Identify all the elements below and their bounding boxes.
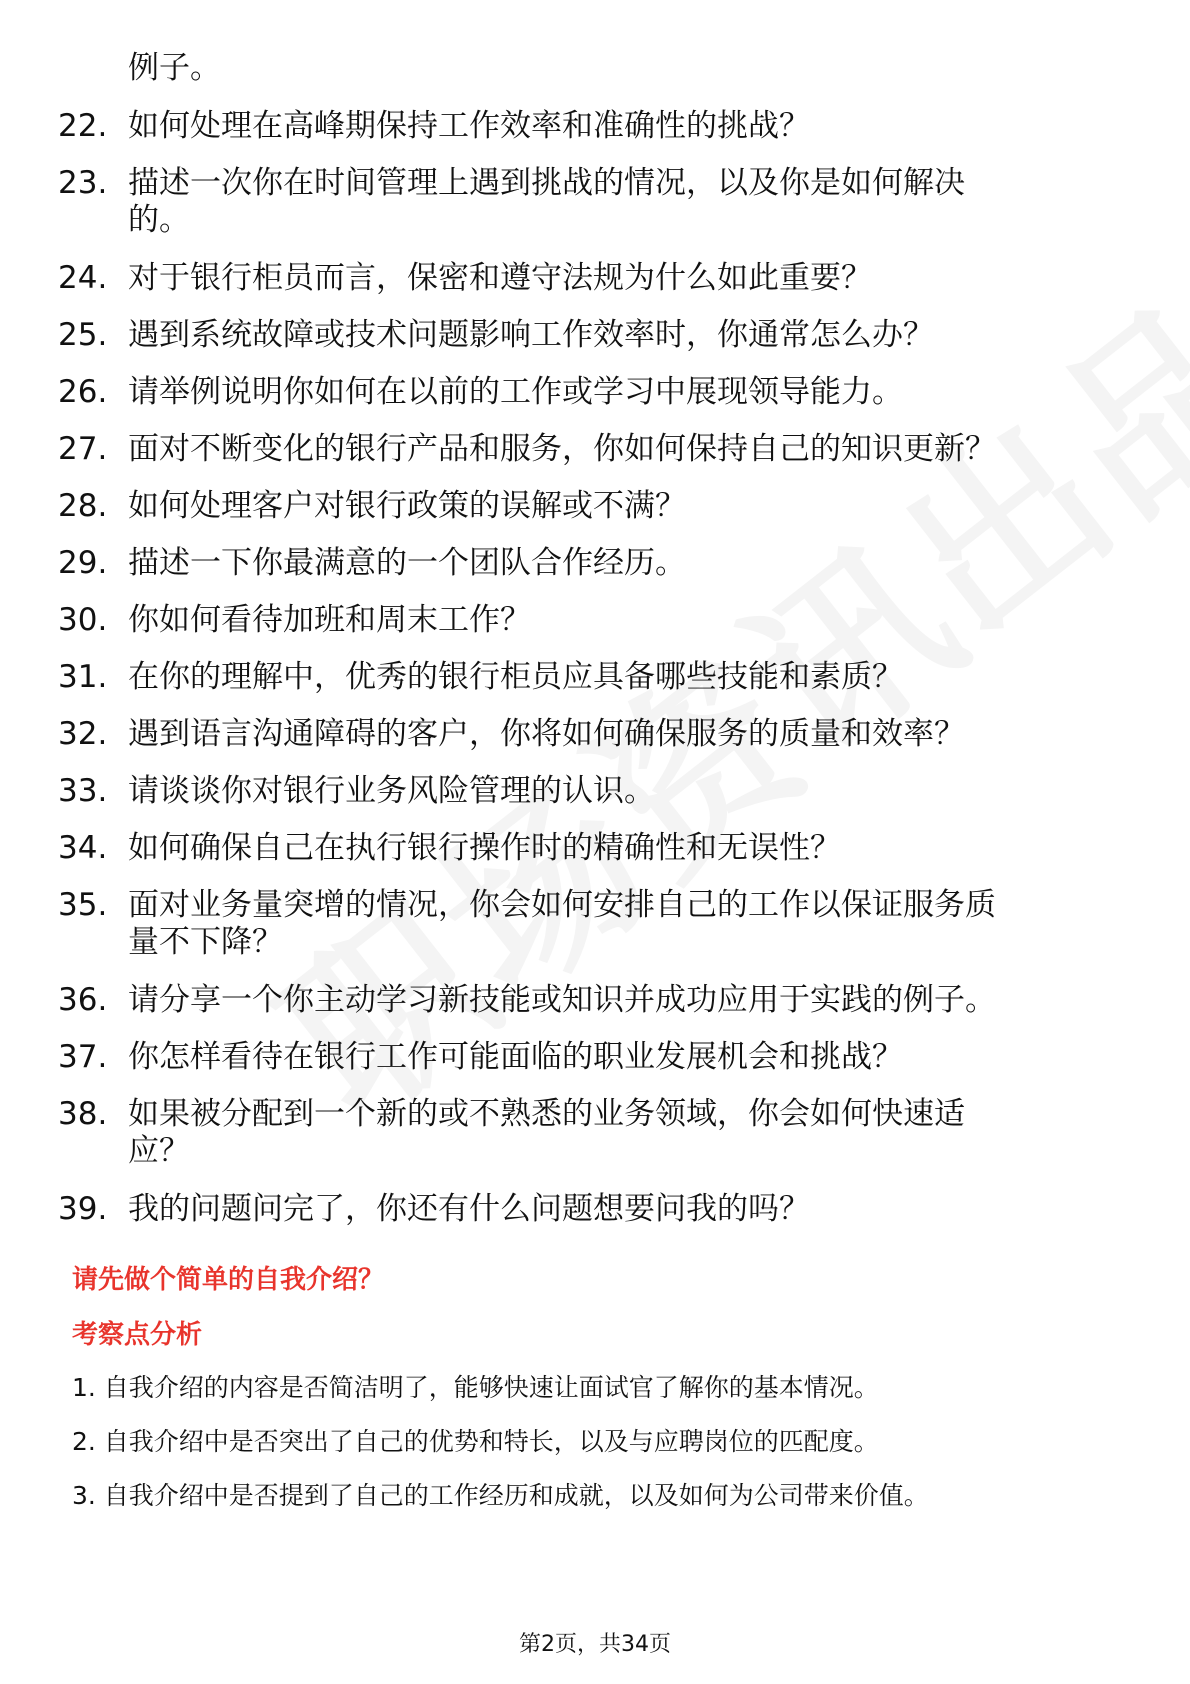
question-text: 如何处理客户对银行政策的误解或不满？ (128, 488, 686, 524)
question-number: 25. (58, 317, 108, 353)
question-number: 38. (58, 1096, 108, 1132)
question-text: 应？ (128, 1133, 190, 1169)
question-number: 36. (58, 982, 108, 1018)
question-number: 34. (58, 830, 108, 866)
page-footer: 第2页，共34页 (519, 1632, 671, 1657)
question-text: 请谈谈你对银行业务风险管理的认识。 (128, 773, 655, 809)
analysis-title: 考察点分析 (72, 1320, 203, 1350)
section-question-title: 请先做个简单的自我介绍？ (72, 1265, 385, 1295)
analysis-point: 2. 自我介绍中是否突出了自己的优势和特长，以及与应聘岗位的匹配度。 (72, 1427, 879, 1456)
question-number: 22. (58, 108, 108, 144)
question-text: 请分享一个你主动学习新技能或知识并成功应用于实践的例子。 (128, 982, 996, 1018)
question-number: 29. (58, 545, 108, 581)
question-number: 39. (58, 1191, 108, 1227)
question-number: 31. (58, 659, 108, 695)
question-number: 30. (58, 602, 108, 638)
question-text: 面对不断变化的银行产品和服务，你如何保持自己的知识更新？ (128, 431, 996, 467)
question-text: 对于银行柜员而言，保密和遵守法规为什么如此重要？ (128, 260, 872, 296)
question-text: 如何确保自己在执行银行操作时的精确性和无误性？ (128, 830, 841, 866)
question-text: 遇到系统故障或技术问题影响工作效率时，你通常怎么办？ (128, 317, 934, 353)
question-number: 27. (58, 431, 108, 467)
question-text: 遇到语言沟通障碍的客户，你将如何确保服务的质量和效率？ (128, 716, 965, 752)
question-text: 在你的理解中，优秀的银行柜员应具备哪些技能和素质？ (128, 659, 903, 695)
question-text: 的。 (128, 202, 190, 238)
question-number: 35. (58, 887, 108, 923)
question-text: 描述一次你在时间管理上遇到挑战的情况，以及你是如何解决 (128, 165, 965, 201)
question-text: 描述一下你最满意的一个团队合作经历。 (128, 545, 686, 581)
question-text: 我的问题问完了，你还有什么问题想要问我的吗？ (128, 1191, 810, 1227)
question-text: 量不下降？ (128, 924, 283, 960)
question-text: 请举例说明你如何在以前的工作或学习中展现领导能力。 (128, 374, 903, 410)
question-text: 如果被分配到一个新的或不熟悉的业务领域，你会如何快速适 (128, 1096, 965, 1132)
question-number: 24. (58, 260, 108, 296)
question-number: 33. (58, 773, 108, 809)
question-text: 面对业务量突增的情况，你会如何安排自己的工作以保证服务质 (128, 887, 996, 923)
question-text: 如何处理在高峰期保持工作效率和准确性的挑战？ (128, 108, 810, 144)
question-text: 你如何看待加班和周末工作？ (128, 602, 531, 638)
question-text: 你怎样看待在银行工作可能面临的职业发展机会和挑战？ (128, 1039, 903, 1075)
question-number: 26. (58, 374, 108, 410)
analysis-point: 1. 自我介绍的内容是否简洁明了，能够快速让面试官了解你的基本情况。 (72, 1373, 879, 1402)
question-number: 37. (58, 1039, 108, 1075)
question-number: 28. (58, 488, 108, 524)
question-number: 23. (58, 165, 108, 201)
analysis-point: 3. 自我介绍中是否提到了自己的工作经历和成就，以及如何为公司带来价值。 (72, 1481, 929, 1510)
question-number: 32. (58, 716, 108, 752)
question-text: 例子。 (128, 50, 221, 86)
